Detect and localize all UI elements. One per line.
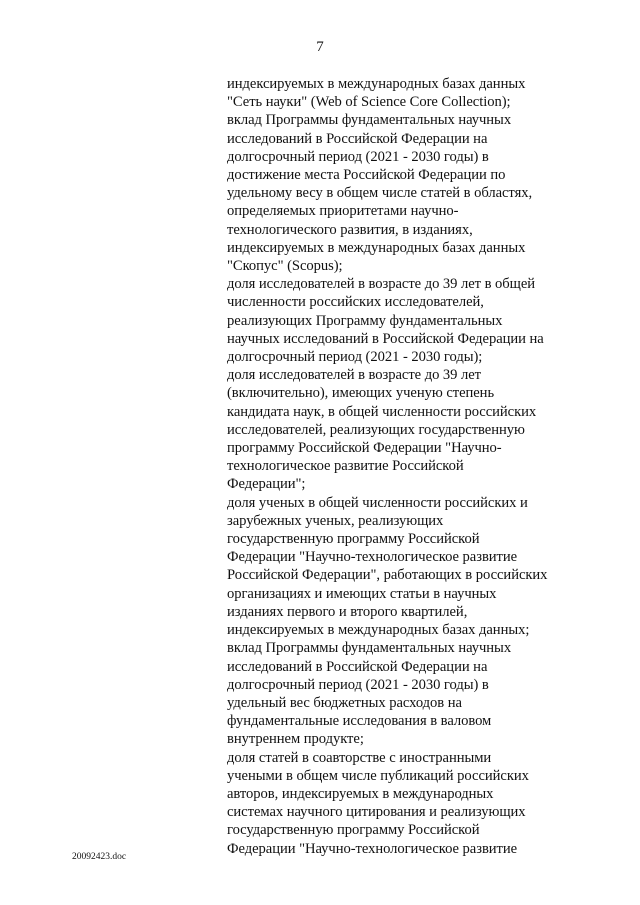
text-line: Федерации"; — [227, 476, 306, 493]
text-line: изданиях первого и второго квартилей, — [227, 603, 468, 620]
text-line: системах научного цитирования и реализующих — [227, 804, 526, 821]
text-line: (включительно), имеющих ученую степень — [227, 385, 495, 402]
text-line: индексируемых в международных базах данных — [227, 239, 526, 256]
text-line: исследований в Российской Федерации на — [227, 658, 488, 675]
text-line: кандидата наук, в общей численности российских — [227, 403, 537, 420]
text-line: доля ученых в общей численности российских и — [227, 494, 528, 511]
text-line: исследователей, реализующих государственную — [227, 421, 525, 438]
text-line: учеными в общем числе публикаций российских — [227, 767, 529, 784]
text-line: численности российских исследователей, — [227, 294, 484, 311]
text-line: определяемых приоритетами научно- — [227, 203, 459, 220]
text-line: зарубежных ученых, реализующих — [227, 512, 444, 529]
text-line: авторов, индексируемых в международных — [227, 785, 494, 802]
text-line: долгосрочный период (2021 - 2030 годы); — [227, 349, 483, 366]
text-line: доля исследователей в возрасте до 39 лет — [227, 367, 481, 384]
text-line: вклад Программы фундаментальных научных — [227, 640, 512, 657]
text-line: технологическое развитие Российской — [227, 458, 464, 475]
text-line: долгосрочный период (2021 - 2030 годы) в — [227, 676, 489, 693]
text-line: удельному весу в общем числе статей в областях, — [227, 185, 533, 202]
text-line: достижение места Российской Федерации по — [227, 167, 506, 184]
body-text-column — [227, 75, 572, 858]
text-line: технологического развития, в изданиях, — [227, 221, 473, 238]
text-line: внутреннем продукте; — [227, 731, 364, 748]
text-line: доля статей в соавторстве с иностранными — [227, 749, 492, 766]
text-line: организациях и имеющих статьи в научных — [227, 585, 497, 602]
text-line: государственную программу Российской — [227, 531, 480, 548]
text-line: доля исследователей в возрасте до 39 лет в общей — [227, 276, 536, 293]
text-line: программу Российской Федерации "Научно- — [227, 440, 502, 457]
text-line: "Сеть науки" (Web of Science Core Collection); — [227, 94, 511, 111]
text-line: государственную программу Российской — [227, 822, 480, 839]
document-file-code: 20092423.doc — [72, 852, 127, 862]
text-line: реализующих Программу фундаментальных — [227, 312, 503, 329]
text-line: удельный вес бюджетных расходов на — [227, 694, 462, 711]
text-line: исследований в Российской Федерации на — [227, 130, 488, 147]
text-line: Российской Федерации", работающих в российских — [227, 567, 548, 584]
text-line: Федерации "Научно-технологическое развитие — [227, 549, 518, 566]
text-line: фундаментальные исследования в валовом — [227, 713, 492, 730]
text-line: долгосрочный период (2021 - 2030 годы) в — [227, 148, 489, 165]
text-line: научных исследований в Российской Федерации на — [227, 330, 544, 347]
page-number: 7 — [316, 39, 324, 55]
text-line: Федерации "Научно-технологическое развитие — [227, 840, 518, 857]
text-line: вклад Программы фундаментальных научных — [227, 112, 512, 129]
text-line: индексируемых в международных базах данных; — [227, 622, 530, 639]
text-line: индексируемых в международных базах данных — [227, 76, 526, 92]
text-line: "Скопус" (Scopus); — [227, 258, 343, 275]
